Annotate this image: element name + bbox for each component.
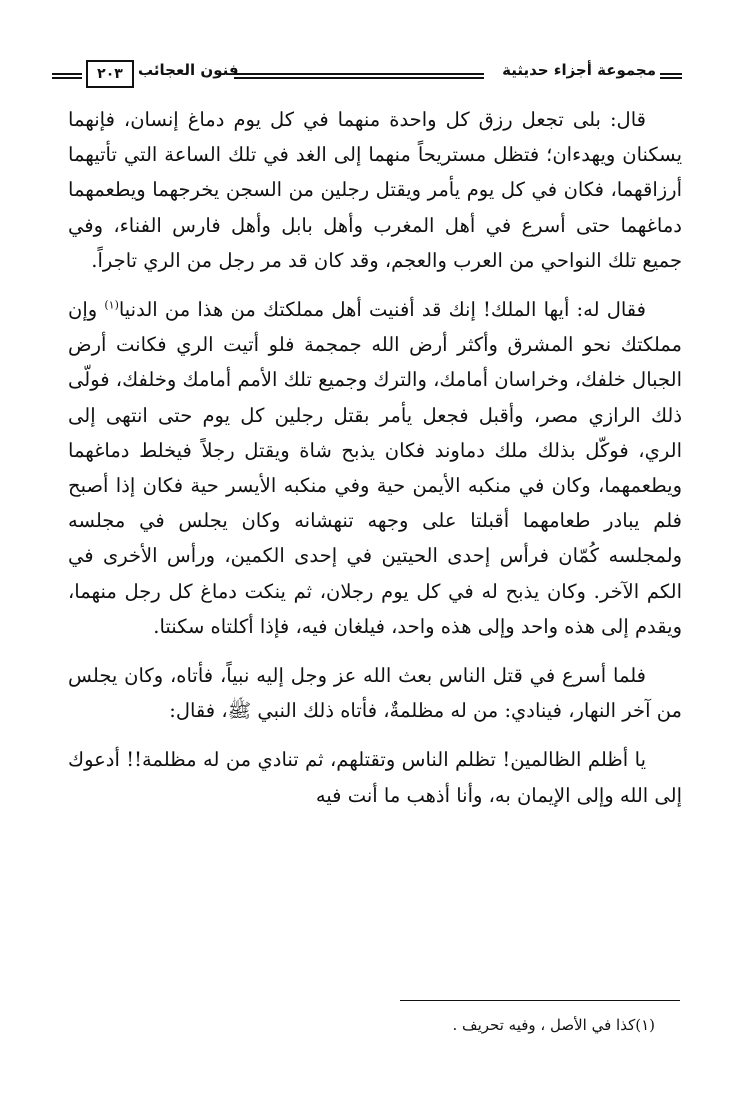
paragraph-2: فقال له: أيها الملك! إنك قد أفنيت أهل مملكتك من هذا من الدنيا$^{(١)}$ وإن مملكتك نحو المشرق وأكثر أرض الله جمجمة فلو أتيت الري فكانت أرض الجبال خلفك، وخراسان أمامك، والترك وجميع تلك الأمم أمامك وخلفك، فولّى ذلك الرازي مصر، وأقبل فجعل يأمر بقتل رجلين كل يوم حتى انتهى إلى الري، فوكّل بذلك ملك دماوند فكان يذبح شاة ويقتل رجلاً فيخلط دماغهما ويطعمهما، وكان في منكبه الأيمن حية وفي منكبه الأيسر حية فكان إذا أصبح فلم يبادر طعامهما أقبلتا على وجهه تنهشانه وكان يجلس في مجلسه ولمجلسه كُمّان فرأس إحدى الحيتين في إحدى الكمين، ورأس الأخرى في الكم الآخر. وكان يذبح له في كل يوم رجلان، ثم ينكت دماغ كل رجل منهما، ويقدم إلى هذه واحد وإلى هذه واحد، فيلغان فيه، فإذا أكلتاه سكنتا.: [68, 298, 682, 638]
page-number: ٢٠٣: [86, 60, 134, 88]
header-book-title: فنون العجائب: [138, 61, 239, 79]
paragraph-4: يا أظلم الظالمين! تظلم الناس وتقتلهم، ثم تنادي من له مظلمة!! أدعوك إلى الله وإلى الإيمان به، وأنا أذهب ما أنت فيه: [68, 748, 682, 807]
paragraph-3: فلما أسرع في قتل الناس بعث الله عز وجل إليه نبياً، فأتاه، وكان يجلس من آخر النهار، فينادي: من له مظلمةٌ، فأتاه ذلك النبي ﷺ، فقال:: [68, 664, 682, 723]
header-rule-left: [52, 73, 82, 79]
page-body: [68, 102, 682, 827]
paragraph-1: قال: بلى تجعل رزق كل واحدة منهما في كل يوم دماغ إنسان، فإنهما يسكنان ويهدءان؛ فتظل مستريحاً منهما إلى الغد في تلك الساعة التي تأتيهما أرزاقهما، فكان في كل يوم يأمر ويقتل رجلين من السجن يخرجهما ويطعمهما دماغهما حتى أسرع في أهل المغرب وأهل بابل وأهل فارس الفناء، وفي جميع تلك النواحي من العرب والعجم، وقد كان قد مر رجل من الري تاجراً.: [68, 108, 682, 272]
footnote-separator: [400, 1000, 680, 1001]
header-rule-right: [660, 73, 682, 79]
footnote-marker: (١): [104, 298, 119, 312]
header-collection-title: مجموعة أجزاء حديثية: [502, 61, 656, 79]
running-header: [52, 58, 682, 92]
header-rule-middle: [234, 73, 484, 79]
footnote: (١)كذا في الأصل ، وفيه تحريف .: [452, 1016, 655, 1034]
